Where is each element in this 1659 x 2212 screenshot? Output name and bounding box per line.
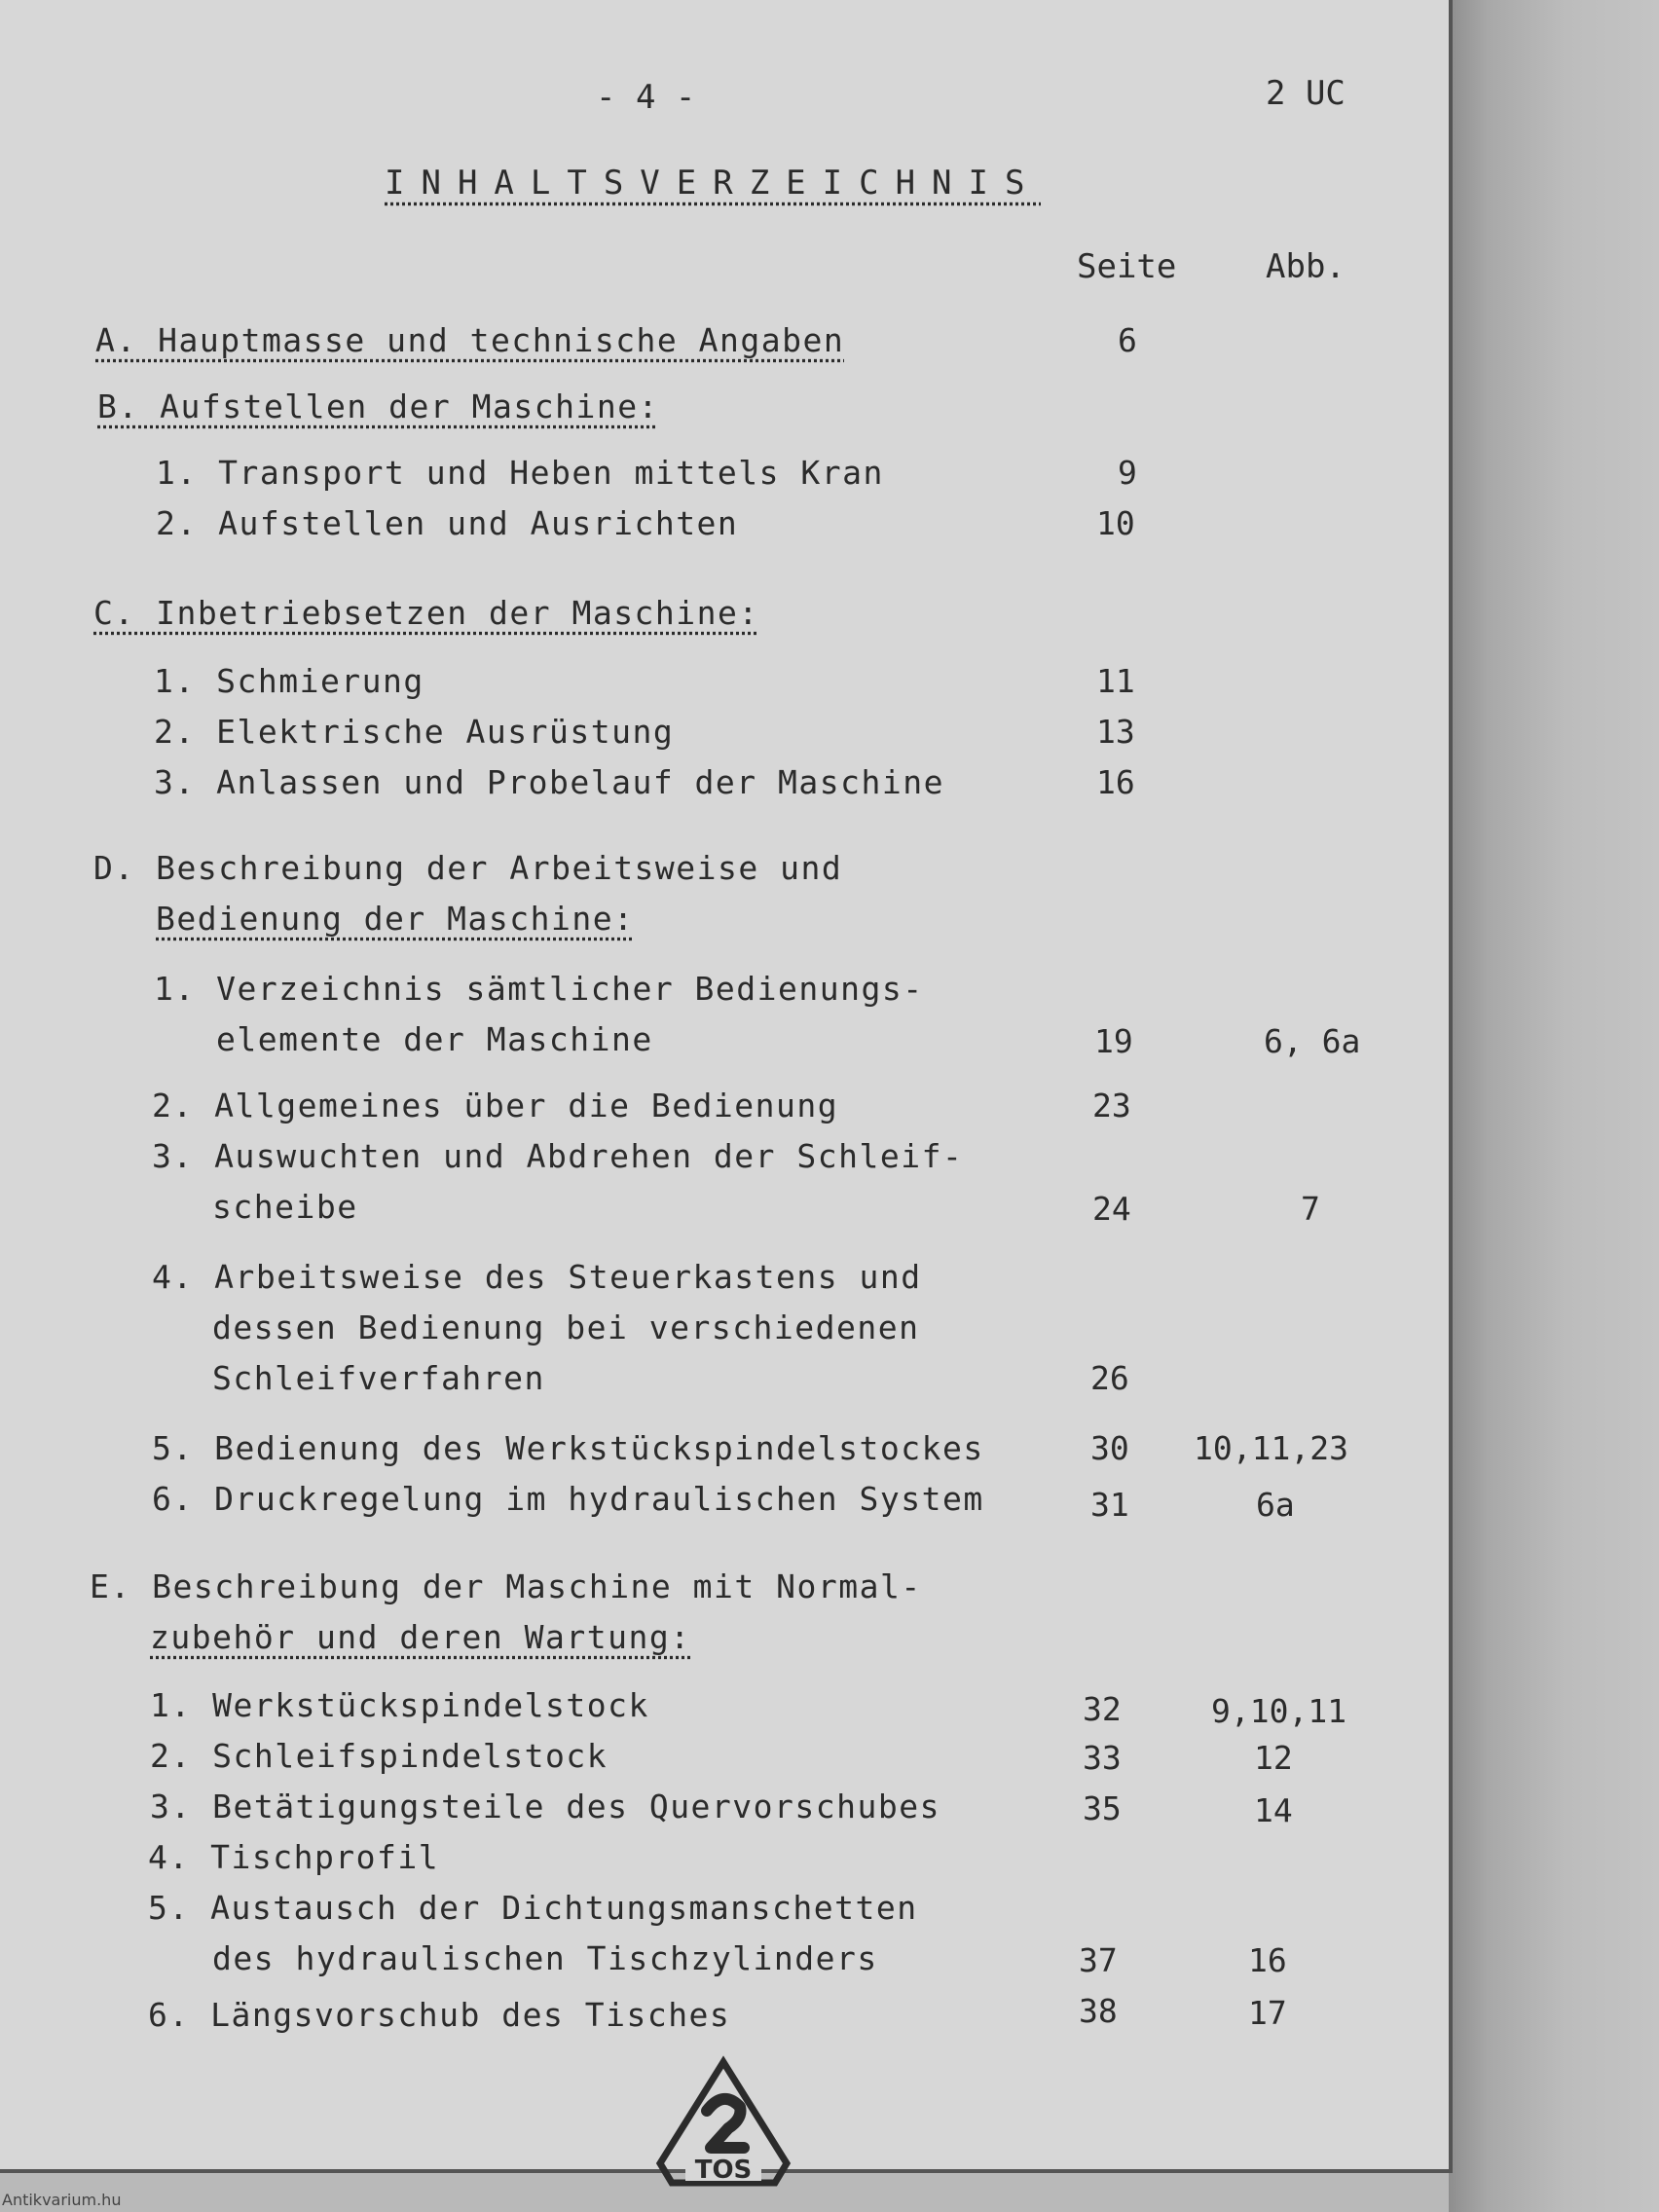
toc-line-cont: des hydraulischen Tischzylinders [212,1939,878,1977]
toc-line-cont: Schleifverfahren [212,1359,545,1397]
toc-line-d: D. Beschreibung der Arbeitsweise und [93,849,843,887]
toc-page: 31 [1090,1486,1129,1524]
toc-figure: 12 [1254,1739,1293,1777]
toc-page: 32 [1083,1690,1122,1728]
toc-line: 2. Allgemeines über die Bedienung [152,1087,839,1124]
page-title: INHALTSVERZEICHNIS [385,164,1042,203]
page-edge-shadow [1449,0,1659,2212]
toc-page: 24 [1092,1190,1131,1228]
toc-line: 3. Anlassen und Probelauf der Maschine [154,763,944,801]
logo-text: TOS [694,2156,753,2185]
tos-logo-icon [650,2054,796,2191]
toc-figure: 6a [1256,1486,1295,1524]
toc-figure: 9,10,11 [1211,1692,1347,1730]
toc-figure: 6, 6a [1264,1022,1361,1060]
toc-line-cont: elemente der Maschine [216,1020,653,1058]
toc-page: 10 [1096,504,1135,542]
toc-line-cont: scheibe [212,1188,358,1226]
toc-page: 13 [1096,713,1135,751]
toc-line-a: A. Hauptmasse und technische Angaben [95,321,845,359]
toc-page: 23 [1092,1087,1131,1124]
toc-line: 4. Tischprofil [148,1838,440,1876]
toc-line-d-cont: Bedienung der Maschine: [156,900,635,938]
toc-line: 2. Schleifspindelstock [150,1737,608,1775]
watermark: Antikvarium.hu [2,2191,122,2209]
toc-figure: 17 [1248,1994,1287,2032]
toc-line: 1. Transport und Heben mittels Kran [156,454,884,492]
toc-page: 30 [1090,1429,1129,1467]
toc-page: 19 [1094,1022,1133,1060]
toc-line: 6. Längsvorschub des Tisches [148,1996,731,2034]
toc-figure: 16 [1248,1941,1287,1979]
toc-line: 1. Werkstückspindelstock [150,1686,649,1724]
toc-line: 5. Austausch der Dichtungsmanschetten [148,1889,918,1927]
toc-line-e-cont: zubehör und deren Wartung: [150,1618,691,1656]
toc-page: 35 [1083,1789,1122,1827]
toc-page: 37 [1079,1941,1118,1979]
toc-line: 1. Verzeichnis sämtlicher Bedienungs- [154,970,924,1008]
toc-figure: 10,11,23 [1194,1429,1348,1467]
toc-line: 6. Druckregelung im hydraulischen System [152,1480,984,1518]
toc-line: 5. Bedienung des Werkstückspindelstockes [152,1429,984,1467]
toc-page: 38 [1079,1992,1118,2030]
column-header-page: Seite [1077,247,1177,286]
toc-line: 4. Arbeitsweise des Steuerkastens und [152,1258,922,1296]
toc-page: 26 [1090,1359,1129,1397]
toc-page: 9 [1118,454,1137,492]
toc-figure: 7 [1301,1190,1320,1228]
toc-page: 6 [1118,321,1137,359]
toc-line-b: B. Aufstellen der Maschine: [97,387,659,425]
toc-line-c: C. Inbetriebsetzen der Maschine: [93,594,759,632]
toc-line: 1. Schmierung [154,662,424,700]
toc-page: 16 [1096,763,1135,801]
toc-line-cont: dessen Bedienung bei verschiedenen [212,1309,920,1346]
toc-page: 33 [1083,1739,1122,1777]
toc-line: 2. Elektrische Ausrüstung [154,713,675,751]
toc-figure: 14 [1254,1791,1293,1829]
toc-line: 2. Aufstellen und Ausrichten [156,504,739,542]
toc-line: 3. Betätigungsteile des Quervorschubes [150,1788,940,1825]
document-code: 2 UC [1266,74,1346,113]
toc-page: 11 [1096,662,1135,700]
column-header-figure: Abb. [1266,247,1346,286]
page-number: - 4 - [596,78,696,117]
toc-line-e: E. Beschreibung der Maschine mit Normal- [90,1567,922,1605]
toc-line: 3. Auswuchten und Abdrehen der Schleif- [152,1137,964,1175]
